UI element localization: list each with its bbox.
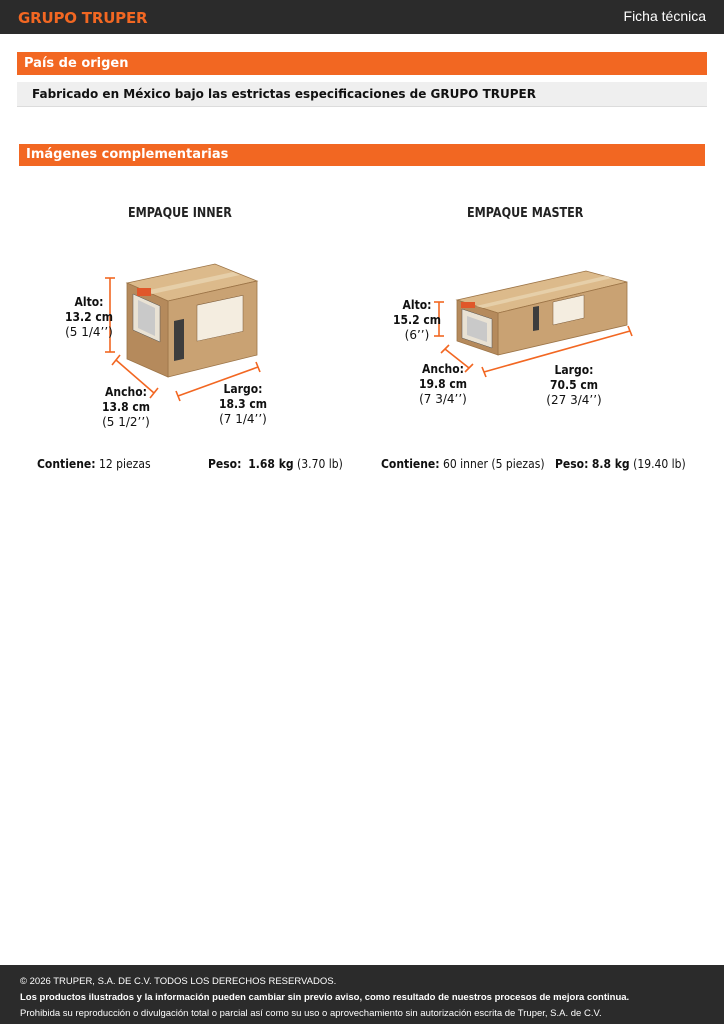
master-contents: Contiene: 60 inner (5 piezas) (381, 457, 545, 471)
document-type: Ficha técnica (623, 8, 706, 24)
inner-weight: Peso: 1.68 kg (3.70 lb) (208, 457, 343, 471)
top-bar (0, 0, 724, 34)
master-box-illustration (457, 271, 627, 355)
footer-notice: Los productos ilustrados y la información pueden cambiar sin previo aviso, como resultado de nuestros procesos de mejora continua. (20, 992, 630, 1003)
master-ancho-dimension: Ancho: 19.8 cm (7 3/4’’) (418, 362, 468, 406)
master-package-title: EMPAQUE MASTER (467, 206, 584, 221)
inner-box-illustration (127, 264, 257, 377)
master-alto-dimension: Alto: 15.2 cm (6’’) (392, 298, 442, 342)
inner-ancho-dimension: Ancho: 13.8 cm (5 1/2’’) (101, 385, 151, 429)
footer-copyright: © 2026 TRUPER, S.A. DE C.V. TODOS LOS DERECHOS RESERVADOS. (20, 976, 337, 987)
truper-logo: GRUPO TRUPER (18, 9, 148, 27)
origin-text: Fabricado en México bajo las estrictas especificaciones de GRUPO TRUPER (17, 82, 707, 107)
inner-contents: Contiene: 12 piezas (37, 457, 151, 471)
page-footer (0, 965, 724, 1024)
footer-legal: Prohibida su reproducción o divulgación total o parcial así como su uso o aprovechamiento sin autorización escrita de Truper, S.A. de C.V. (20, 1008, 602, 1019)
master-weight: Peso: 8.8 kg (19.40 lb) (555, 457, 686, 471)
inner-alto-dimension: Alto: 13.2 cm (5 1/4’’) (64, 295, 114, 339)
origin-section-title: País de origen (17, 52, 707, 75)
inner-largo-dimension: Largo: 18.3 cm (7 1/4’’) (218, 382, 268, 426)
images-section-title: Imágenes complementarias (19, 144, 705, 166)
master-largo-dimension: Largo: 70.5 cm (27 3/4’’) (546, 363, 602, 407)
inner-package-title: EMPAQUE INNER (128, 206, 232, 221)
